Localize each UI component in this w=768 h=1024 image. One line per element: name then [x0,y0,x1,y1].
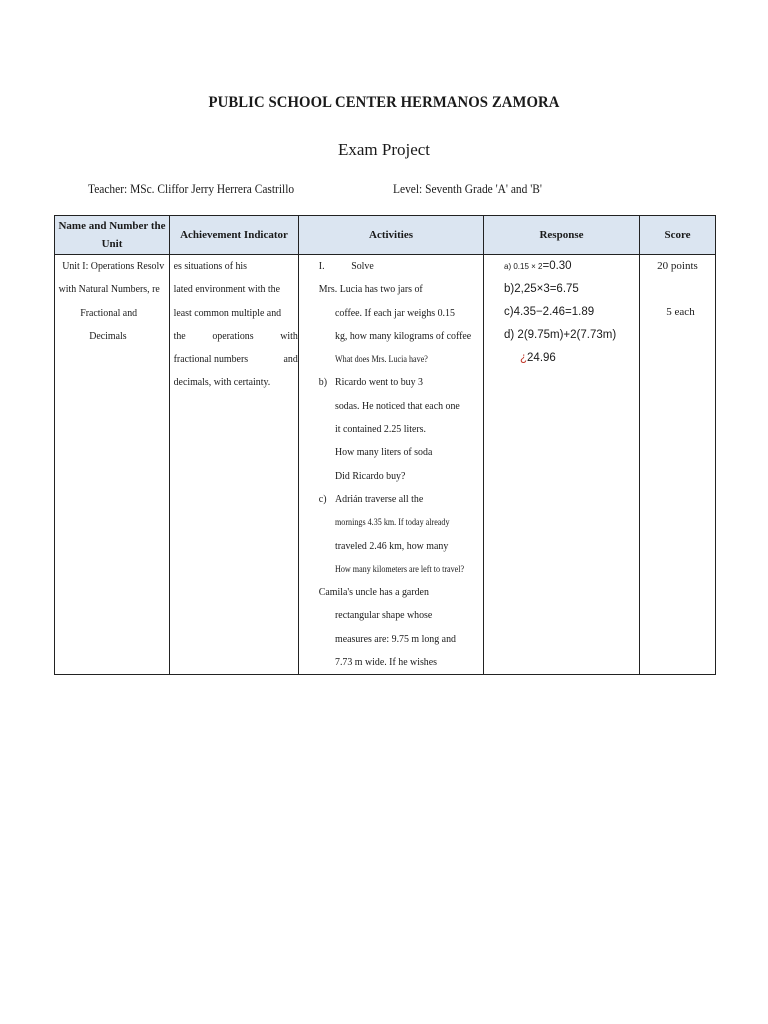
unit-line: Fractional and [80,306,138,319]
activity-line: What does Mrs. Lucia have? [335,354,428,365]
unit-line: Unit I: Operations Resolv [62,260,165,272]
activity-heading-number: I. [318,260,325,272]
activity-line: sodas. He noticed that each one [335,399,460,412]
activity-line: kg, how many kilograms of coffee [335,329,472,342]
response-a-result: =0.30 [542,260,572,272]
activity-line: measures are: 9.75 m long and [335,632,456,645]
column-header-response: Response [484,216,640,255]
unit-line: Decimals [89,329,127,342]
response-d-result-line [504,347,639,370]
indicator-word: and [283,353,298,366]
activity-item-b [319,371,481,394]
indicator-line [174,348,298,371]
document-subtitle: Exam Project [337,140,431,159]
activity-line: Did Ricardo buy? [335,469,406,482]
indicator-line [174,325,298,348]
indicator-line: decimals, with certainty. [173,376,271,389]
activity-heading [319,255,481,278]
activity-line: Mrs. Lucia has two jars of [318,283,423,296]
indicator-line: least common multiple and [173,306,282,319]
activity-line: mornings 4.35 km. If today already [335,517,450,528]
activity-line: Adrián traverse all the [335,492,424,505]
activity-line: How many kilometers are left to travel? [335,563,465,574]
unit-line: with Natural Numbers, re [58,283,160,296]
activity-line: Ricardo went to buy 3 [335,376,423,389]
activities-cell [299,255,484,675]
score-total: 20 points [657,260,698,272]
activity-label: b) [318,376,328,389]
teacher-line: Teacher: MSc. Cliffor Jerry Herrera Castrillo [88,181,295,196]
indicator-line: lated environment with the [173,283,280,296]
response-d: d) 2(9.75m)+2(7.73m) [504,329,617,341]
indicator-word: fractional numbers [173,353,249,366]
indicator-word: the [173,329,186,342]
column-header-activities: Activities [299,216,484,255]
indicator-line: es situations of his [173,260,248,272]
score-spacer [640,278,715,301]
activity-line: rectangular shape whose [335,609,433,622]
indicator-word: operations [212,329,254,342]
activity-line: 7.73 m wide. If he wishes [335,656,438,669]
activity-label: c) [318,492,327,505]
response-a-expression: a) 0.15 × 2 [504,262,543,271]
column-header-indicator: Achievement Indicator [170,216,299,255]
score-each: 5 each [666,306,695,318]
column-header-score: Score [640,216,716,255]
table-row [55,255,716,675]
unit-cell [55,255,170,675]
indicator-word: with [280,329,298,342]
response-d-result: 24.96 [527,352,556,364]
activity-heading-text: Solve [351,260,374,272]
activity-line: How many liters of soda [335,446,433,459]
response-cell [484,255,640,675]
score-cell [640,255,716,675]
response-d-mark: ¿ [520,352,528,364]
response-b: b)2,25×3=6.75 [504,283,579,295]
indicator-cell [170,255,299,675]
activity-item-c [319,488,481,511]
column-header-unit: Name and Number the Unit [55,216,170,255]
activity-line: traveled 2.46 km, how many [335,539,449,552]
level-line: Level: Seventh Grade 'A' and 'B' [393,181,542,196]
table-header-row [55,216,716,255]
exam-table [54,215,716,675]
response-a [504,255,639,278]
activity-line: coffee. If each jar weighs 0.15 [335,306,455,319]
activity-line: it contained 2.25 liters. [335,423,427,436]
document-title: PUBLIC SCHOOL CENTER HERMANOS ZAMORA [208,94,560,111]
response-c: c)4.35−2.46=1.89 [504,306,595,318]
activity-line: Camila's uncle has a garden [318,586,429,599]
